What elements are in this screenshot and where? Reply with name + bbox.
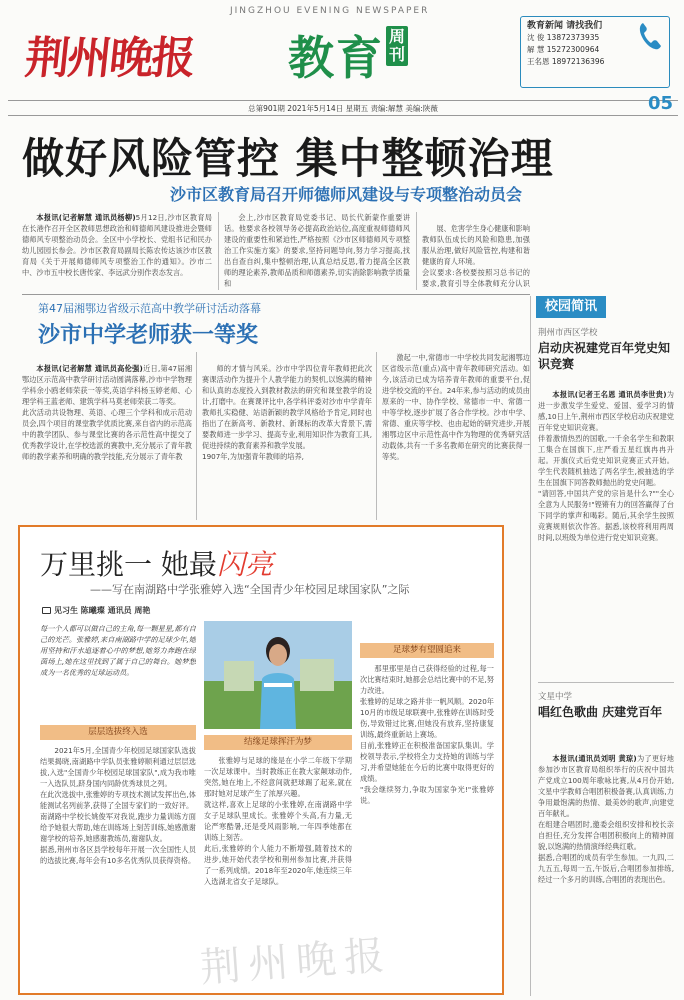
second-col2-text: 师的才情与风采。沙市中学四位青年教师把此次赛课活动作为提升个人教学能力的契机,以饱满的精神和认真的态度投入到教材教法的研究和课堂教学的设计,打磨中。在赛课评比中,各学科评委对沙市中学青年教师扎实稳健、站语新颖的教学风格给予肯定,同时也指出了在新高考、新教材、新课标的改革大背景下,需要教师进一步学习、提高专业,利用知识作为教育工具,促进持续的教育素养和教学发展。 1907年,为加强青年教师的培养,	[202, 364, 372, 461]
feature-photo	[204, 621, 352, 729]
feature-title	[40, 543, 273, 583]
feature-col3-text: 那里那里是自己获得经验的过程,每一次比赛结束时,她都会总结比赛中的不足,努力改进。 张雅婷的足球之路并非一帆风顺。2020年10月的市级足球联赛中,张雅婷在训练时受伤,导致错过比赛,但她没有放弃,坚持康复训练,最终重新站上赛场。 目前,张雅婷正在积极准备国家队集训。学校领导表示,学校将全力支持她的训练与学习,并希望她能在今后的比赛中取得更好的成绩。 "我会继续努力,争取为国家争光!"张雅婷说。	[360, 664, 494, 805]
contact-phone: 13872373935	[546, 33, 600, 42]
issue-meta-bar: 总第901期 2021年5月14日 星期五 责编:解慧 美编:陕薇	[8, 100, 678, 116]
feature-story-box	[18, 525, 504, 995]
watermark: 荆州晚报	[198, 932, 394, 992]
second-kicker: 第47届湘鄂边省级示范高中教学研讨活动落幕	[38, 302, 261, 315]
lead-col2-text: 会上,沙市区教育局党委书记、局长代新蒙作重要讲话。他要求各校领导务必提高政治站位,高度重视师德师风建设的重要性和紧迫性,严格按照《沙市区师德师风专项整治工作实施方案》的要求,坚持问题导向,努力学习提高,找出自查自纠,集中整顿治理,认真总结反思,着力提高全区教师的理论素养,教师品质和师德素养,切实消除影响教学质量和	[224, 213, 410, 288]
sidebar-divider	[538, 682, 674, 683]
section-badge: 周刊	[386, 26, 408, 66]
feature-tag-1: 层层选拔终入选	[40, 725, 196, 740]
feature-tag-3: 足球梦有望圆追来	[360, 643, 494, 658]
feature-title-main: 万里挑一 她最	[40, 548, 217, 581]
feature-col2-text: 张雅婷与足球的缘是在小学二年级下学期一次足球课中。当时教练正在教大家颠球动作,突然,她在地上,不经意间就把球踢了起来,就在那时她对足球产生了浓厚兴趣。 就这样,喜欢上足球的小张雅婷,在南湖路中学女子足球队里成长。张雅婷个头高,有力量,无论严寒酷暑,还是受风雨影响,一年四季她都在训练上刻苦。 此后,张雅婷的个人能力不断增强,随着技术的进步,她开始代表学校和荆州参加比赛,并获得了一系列成绩。2018年至2020年,她连续三年入选湖北省女子足球队。	[204, 756, 352, 886]
sidebar-header: 校园简讯	[536, 296, 606, 318]
lead-column-3	[422, 212, 530, 290]
paper-logo: 荆州晚报	[22, 33, 197, 84]
second-byline: 本报讯(记者解慧 通讯员高伦强)	[36, 364, 143, 373]
column-rule	[376, 352, 377, 520]
feature-intro: 每一个人都可以做自己的主角,每一颗星星,都有自己的光芒。张雅婷,来自南湖路中学的足球少年,她用坚持和汗水追逐着心中的梦想,她努力奔跑在绿茵场上,她在这里找到了属于自己的舞台。她梦想成为一名优秀的足球运动员。	[40, 624, 196, 677]
contact-name: 解 慧	[527, 45, 545, 54]
sidebar-item2-byline: 本报讯(通讯员刘明 黄琼)	[552, 754, 637, 763]
column-rule	[416, 212, 417, 290]
contact-box	[520, 16, 670, 88]
second-column-3	[382, 352, 530, 520]
contact-phone: 18972136396	[551, 57, 605, 66]
feature-col1-text: 2021年5月,全国青少年校园足球国家队选拔结果揭晓,南湖路中学队员张雅婷顺利通过层层选拔,入选"全国青少年校园足球国家队",成为我市唯一入选队员,跻身国内同龄优秀球员之列。 在此次选拔中,张雅婷的专项技术测试发挥出色,体能测试名列前茅,获得了全国专家们的一致好评。 南湖路中学校长姚俊军对我说,跑步力量训练方面给予她很大帮助,她在训练场上刻苦训练,她感激谢谢学校的培养,她感谢教练员,谢谢队友。 据悉,荆州市各区县学校每年开展一次全国性人员的选拔比赛,每年会有10多名优秀队员获得资格。	[40, 746, 196, 865]
phone-icon	[637, 21, 663, 51]
sidebar	[536, 296, 676, 996]
contact-name: 沈 俊	[527, 33, 545, 42]
sidebar-item1-body	[538, 378, 674, 678]
page-number: 05	[648, 93, 674, 114]
sidebar-item2-title: 唱红色歌曲 庆建党百年	[538, 705, 663, 719]
sidebar-item1-kicker: 荆州市西区学校	[538, 328, 598, 338]
camera-icon	[42, 607, 51, 614]
sidebar-item1-title: 启动庆祝建党百年党史知识竞赛	[538, 341, 671, 371]
section-title: 教育	[288, 31, 384, 85]
section-divider	[22, 294, 530, 295]
column-rule	[218, 212, 219, 290]
contact-name: 王名恩	[527, 57, 550, 66]
lead-col1-text: 5月12日,沙市区教育局在长港作召开全区教师思想政治和师德师风建设推进会暨师德师风专项整治动员会。全区中小学校长、党组书记和民办幼儿园园长参会。沙市区教育局副局长陈农传达该沙市区教育局《关于开展师德师风专项整治工作的通知》。沙市二中、沙市五中校长唐传家、李远武分别作表态发言。	[22, 213, 212, 277]
english-paper-name: JINGZHOU EVENING NEWSPAPER	[230, 6, 430, 16]
lead-column-2	[224, 212, 410, 290]
second-col3-text: 激起一中,常德市一中学校共同发起湘鄂边区省级示范(重点)高中青年教师研究活动。如今,该活动已成为培养青年教师的重要平台,促进学校交流的平台。24年来,参与活动的成员由原来的一中、协作学校、常德市一中、常德一中等学校,逐步扩展了各合作学校。沙市中学、常德、重庆等学校、也由起始的研究进步,开展湘鄂边区中示范性高中作为物理的优秀研究活动载体,共有一千多名教师在研究的比赛获得一等奖。	[382, 353, 530, 461]
feature-subtitle: ——写在南湖路中学张雅婷入选“全国青少年校园足球国家队”之际	[90, 583, 410, 596]
contact-phone: 15272300964	[546, 45, 600, 54]
sidebar-rule	[530, 296, 531, 996]
second-col1-text: 近日,第47届湘鄂边区示范高中教学研讨活动圆满落幕,沙市中学物理学科余小鸥老师荣获一等奖,英语学科杨玉婷老师、心理学科王蓝老师、建筑学科马莫老师荣获二等奖。 此次活动共设物理、英语、心理三个学科和成示范动员会,四个项目的课堂教学优质比赛,来自省内的示范高中的教学团队、参与课堂比赛的各示范性高中提交了优秀教学设计,在学校选派的赛教中,充分展示了青年教师的教学素养和明确的教学技能,充分展示了青年教	[22, 364, 192, 461]
column-rule	[196, 352, 197, 520]
lead-byline: 本报讯(记者解慧 通讯员杨柳)	[36, 213, 136, 222]
second-column-2	[202, 352, 372, 520]
feature-byline-text: 见习生 陈曦璨 通讯员 周艳	[54, 606, 151, 615]
sidebar-item2-text: 为了更好地参加沙市区教育局组织举行的庆祝中国共产党成立100周年歌咏比赛,从4月份开始,文星中学教师合唱团积极备赛,认真训练,力争用最饱满的热情、最美妙的歌声,向建党百年献礼。 在组建合唱团时,邀委会组织安排和校长亲自担任,充分发挥合唱团积极向上的精神面貌,以饱满的热情演绎经典红歌。 据悉,合唱团的成员有学生参加。一九四,二九五五,每周一五,午饭后,合唱团参加排练,经过一个多月的训练,合唱团的表现出色。	[538, 754, 674, 884]
sidebar-item2-body	[538, 742, 674, 992]
feature-column-1	[40, 745, 196, 989]
second-column-1	[22, 352, 192, 520]
lead-col3-text: 展、危害学生身心健康和影响教师队伍成长的风险和隐患,加强服从治理,做好风险管控,构建和谐健康的育人环境。 会议要求:各校要按照习总书记的要求,教育引导全体教师充分认识	[422, 224, 530, 288]
lead-subhead: 沙市区教育局召开师德师风建设与专项整治动员会	[170, 185, 523, 204]
contact-row	[527, 56, 663, 68]
feature-title-accent: 闪亮	[216, 548, 273, 581]
sidebar-item2-kicker: 文星中学	[538, 692, 573, 702]
lead-column-1	[22, 212, 212, 290]
sidebar-item1-text: 为进一步激发学生爱党、爱国、爱学习的情感,10日上午,荆州市西区学校启动庆祝建党百年党史知识竞赛。 伴着激情热烈的国歌,一千余名学生和教职工集合在国旗下,庄严看五星红旗冉冉升起。开旗仪式后党史知识竞赛正式开始。学生代表随机抽选了两名学生,被抽选的学生在国旗下同答教师抛出的党史问题。 "请回答,中国共产党的宗旨是什么?""全心全意为人民服务!"铿锵有力的回答赢得了台下同学的掌声和喝彩。随后,其余学生按照竞赛规则依次作答。据悉,该校将利用两周时间,以班级为单位进行党史知识竞赛。	[538, 390, 674, 542]
second-headline: 沙市中学老师获一等奖	[38, 323, 259, 348]
feature-tag-2: 结缘足球挥汗为梦	[204, 735, 352, 750]
feature-byline	[42, 605, 150, 616]
lead-headline: 做好风险管控 集中整顿治理	[22, 134, 554, 183]
sidebar-item1-byline: 本报讯(记者王名恩 通讯员李世贵)	[552, 390, 667, 399]
contact-title: 教育新闻 请找我们	[527, 21, 603, 31]
